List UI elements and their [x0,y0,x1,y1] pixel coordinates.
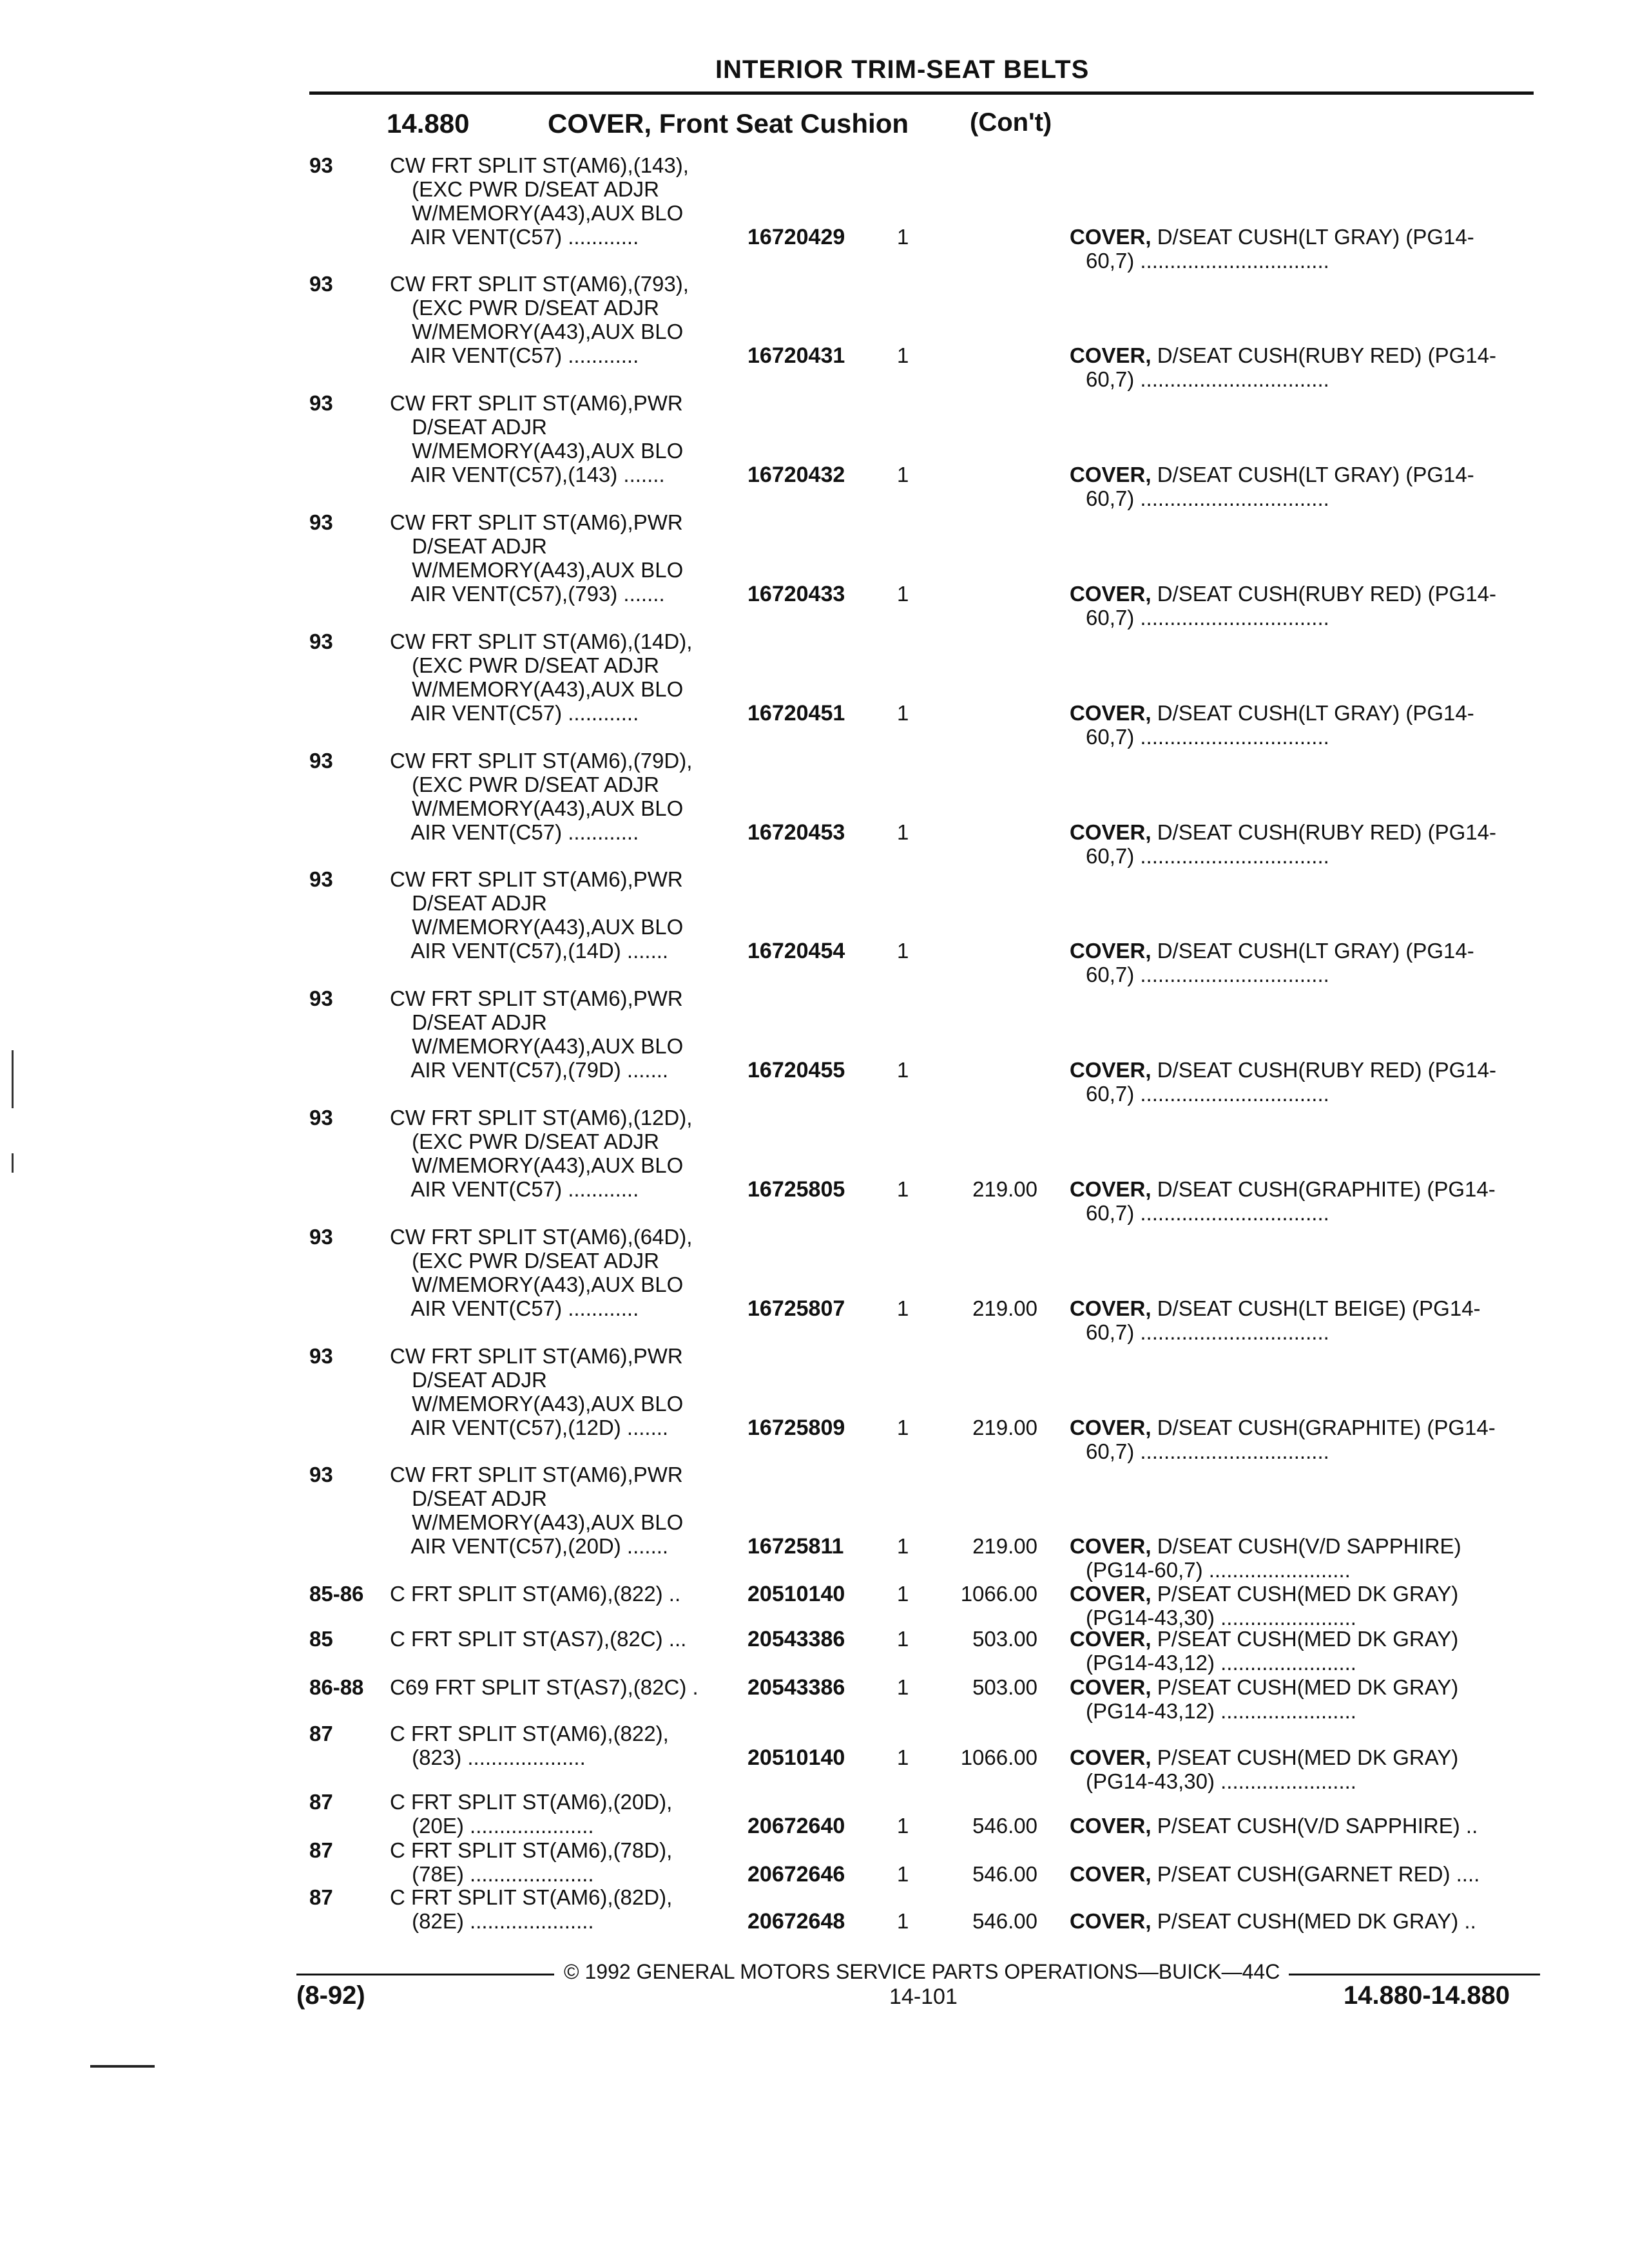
row-description-text: P/SEAT CUSH(MED DK GRAY) .. [1151,1909,1476,1933]
row-usage-line: AIR VENT(C57) ............ [406,1177,639,1201]
row-model-year: 93 [309,153,333,177]
row-model-year: 93 [309,272,333,296]
row-description-text: P/SEAT CUSH(MED DK GRAY) [1151,1627,1459,1651]
row-usage-line: W/MEMORY(A43),AUX BLO [406,1510,684,1534]
row-description-text: P/SEAT CUSH(GARNET RED) .... [1151,1862,1480,1886]
row-usage-line: W/MEMORY(A43),AUX BLO [406,439,684,463]
row-usage-line: (EXC PWR D/SEAT ADJR [406,296,660,320]
row-part-number: 20510140 [747,1582,845,1606]
row-part-number: 16725805 [747,1177,845,1202]
row-usage-line: C FRT SPLIT ST(AS7),(82C) ... [390,1627,687,1651]
row-description-noun: COVER, [1070,1862,1152,1886]
row-usage-line: AIR VENT(C57),(79D) ....... [406,1058,669,1082]
row-usage-line: C69 FRT SPLIT ST(AS7),(82C) . [390,1675,699,1699]
row-description-continued: 60,7) ................................ [1086,963,1329,986]
row-price: 219.00 [972,1296,1037,1320]
row-description-noun: COVER, [1070,463,1152,486]
row-model-year: 93 [309,1225,333,1249]
row-price: 219.00 [972,1416,1037,1439]
row-usage-line: D/SEAT ADJR [406,415,547,439]
row-usage-line: CW FRT SPLIT ST(AM6),PWR [390,510,683,534]
row-description-text: D/SEAT CUSH(LT GRAY) (PG14- [1151,939,1474,963]
row-description [1070,463,1534,487]
row-usage-line: (78E) ..................... [406,1862,594,1886]
row-price: 219.00 [972,1534,1037,1558]
row-part-number: 16720432 [747,463,845,487]
row-usage-line: (EXC PWR D/SEAT ADJR [406,773,660,796]
row-quantity: 1 [897,939,909,963]
row-model-year: 85 [309,1627,333,1651]
row-part-number: 16720451 [747,701,845,726]
row-part-number: 16720455 [747,1058,845,1082]
row-model-year: 93 [309,867,333,891]
row-price: 546.00 [972,1862,1037,1886]
row-usage-line: C FRT SPLIT ST(AM6),(82D), [390,1885,673,1909]
row-usage-line: AIR VENT(C57) ............ [406,1296,639,1320]
row-description [1070,1534,1534,1559]
row-description-text: D/SEAT CUSH(V/D SAPPHIRE) [1151,1534,1461,1558]
row-usage-line: CW FRT SPLIT ST(AM6),(79D), [390,749,693,773]
row-description [1070,1582,1534,1606]
row-description-noun: COVER, [1070,1058,1152,1082]
row-usage-line: (823) .................... [406,1745,586,1769]
row-description [1070,1296,1534,1321]
row-description-text: P/SEAT CUSH(MED DK GRAY) [1151,1745,1459,1769]
row-description-noun: COVER, [1070,582,1152,606]
row-description-noun: COVER, [1070,1416,1152,1439]
row-quantity: 1 [897,701,909,725]
row-description-text: D/SEAT CUSH(GRAPHITE) (PG14- [1151,1177,1496,1201]
row-description-text: D/SEAT CUSH(RUBY RED) (PG14- [1151,1058,1496,1082]
row-quantity: 1 [897,1534,909,1558]
row-quantity: 1 [897,820,909,844]
row-usage-line: CW FRT SPLIT ST(AM6),PWR [390,1344,683,1368]
footer-copyright: © 1992 GENERAL MOTORS SERVICE PARTS OPERATIONS—BUICK—44C [564,1960,1280,1983]
row-description [1070,939,1534,963]
row-usage-line: W/MEMORY(A43),AUX BLO [406,677,684,701]
row-description [1070,1814,1534,1838]
row-usage-line: AIR VENT(C57),(14D) ....... [406,939,669,963]
row-description-continued: (PG14-43,30) ....................... [1086,1606,1356,1629]
row-description-noun: COVER, [1070,820,1152,844]
row-usage-line: D/SEAT ADJR [406,1368,547,1392]
row-part-number: 16720454 [747,939,845,963]
header-rule [309,91,1534,95]
row-part-number: 20672648 [747,1909,845,1934]
row-usage-line: (20E) ..................... [406,1814,594,1838]
row-quantity: 1 [897,1909,909,1933]
row-description-continued: 60,7) ................................ [1086,486,1329,510]
row-description-noun: COVER, [1070,701,1152,725]
row-description-continued: (PG14-43,12) ....................... [1086,1651,1356,1675]
row-description [1070,1862,1534,1887]
row-usage-line: AIR VENT(C57),(12D) ....... [406,1416,669,1439]
row-model-year: 87 [309,1790,333,1814]
row-model-year: 93 [309,1106,333,1129]
row-description-text: D/SEAT CUSH(RUBY RED) (PG14- [1151,582,1496,606]
row-usage-line: CW FRT SPLIT ST(AM6),(64D), [390,1225,693,1249]
footer-page-number: 14-101 [889,1984,958,2009]
row-usage-line: W/MEMORY(A43),AUX BLO [406,201,684,225]
row-usage-line: CW FRT SPLIT ST(AM6),(12D), [390,1106,693,1129]
row-part-number: 20672646 [747,1862,845,1887]
row-usage-line: (EXC PWR D/SEAT ADJR [406,1249,660,1273]
row-description-text: D/SEAT CUSH(LT GRAY) (PG14- [1151,463,1474,486]
row-description-text: D/SEAT CUSH(RUBY RED) (PG14- [1151,820,1496,844]
row-usage-line: W/MEMORY(A43),AUX BLO [406,320,684,343]
row-model-year: 93 [309,1463,333,1486]
row-model-year: 93 [309,749,333,773]
row-quantity: 1 [897,343,909,367]
row-description-continued: 60,7) ................................ [1086,1439,1329,1463]
row-part-number: 20543386 [747,1627,845,1651]
row-description [1070,1675,1534,1700]
row-description-continued: (PG14-60,7) ........................ [1086,1558,1351,1582]
footer-rule-left [296,1974,554,1975]
row-usage-line: AIR VENT(C57),(793) ....... [406,582,665,606]
margin-change-bar [12,1050,14,1108]
row-usage-line: CW FRT SPLIT ST(AM6),(14D), [390,629,693,653]
row-description [1070,1909,1534,1934]
row-quantity: 1 [897,1814,909,1838]
row-part-number: 20543386 [747,1675,845,1700]
row-description-text: D/SEAT CUSH(LT GRAY) (PG14- [1151,701,1474,725]
row-description [1070,225,1534,249]
row-description-noun: COVER, [1070,1814,1152,1838]
row-price: 546.00 [972,1909,1037,1933]
row-model-year: 87 [309,1838,333,1862]
row-usage-line: (EXC PWR D/SEAT ADJR [406,653,660,677]
row-usage-line: C FRT SPLIT ST(AM6),(822) .. [390,1582,681,1606]
row-usage-line: CW FRT SPLIT ST(AM6),PWR [390,867,683,891]
row-description-noun: COVER, [1070,1745,1152,1769]
row-description-text: D/SEAT CUSH(LT GRAY) (PG14- [1151,225,1474,249]
row-usage-line: W/MEMORY(A43),AUX BLO [406,915,684,939]
row-model-year: 87 [309,1885,333,1909]
row-description-noun: COVER, [1070,939,1152,963]
row-usage-line: D/SEAT ADJR [406,534,547,558]
row-description [1070,582,1534,606]
row-quantity: 1 [897,1416,909,1439]
footer-section-range: 14.880-14.880 [1344,1981,1510,2010]
section-number: 14.880 [387,108,470,139]
row-model-year: 86-88 [309,1675,364,1699]
row-description-text: D/SEAT CUSH(LT BEIGE) (PG14- [1151,1296,1481,1320]
row-usage-line: C FRT SPLIT ST(AM6),(20D), [390,1790,673,1814]
row-description [1070,1745,1534,1770]
row-model-year: 87 [309,1722,333,1745]
row-price: 503.00 [972,1627,1037,1651]
row-quantity: 1 [897,1745,909,1769]
row-usage-line: AIR VENT(C57),(20D) ....... [406,1534,669,1558]
row-usage-line: AIR VENT(C57) ............ [406,701,639,725]
row-usage-line: CW FRT SPLIT ST(AM6),(793), [390,272,689,296]
row-description-text: P/SEAT CUSH(MED DK GRAY) [1151,1675,1459,1699]
margin-change-bar [12,1153,14,1173]
row-description [1070,343,1534,368]
row-description [1070,1627,1534,1651]
section-title: COVER, Front Seat Cushion [548,108,909,139]
row-description-continued: 60,7) ................................ [1086,1201,1329,1225]
row-description-continued: (PG14-43,30) ....................... [1086,1769,1356,1793]
row-usage-line: C FRT SPLIT ST(AM6),(822), [390,1722,669,1745]
row-usage-line: W/MEMORY(A43),AUX BLO [406,1034,684,1058]
row-usage-line: W/MEMORY(A43),AUX BLO [406,558,684,582]
row-usage-line: AIR VENT(C57) ............ [406,343,639,367]
row-usage-line: W/MEMORY(A43),AUX BLO [406,1273,684,1296]
row-price: 546.00 [972,1814,1037,1838]
row-price: 503.00 [972,1675,1037,1699]
row-usage-line: AIR VENT(C57) ............ [406,820,639,844]
row-usage-line: (EXC PWR D/SEAT ADJR [406,1129,660,1153]
row-description-noun: COVER, [1070,1627,1152,1651]
row-description-noun: COVER, [1070,1534,1152,1558]
row-part-number: 16725807 [747,1296,845,1321]
row-quantity: 1 [897,1296,909,1320]
row-description-text: D/SEAT CUSH(RUBY RED) (PG14- [1151,343,1496,367]
row-model-year: 85-86 [309,1582,364,1606]
row-description-continued: 60,7) ................................ [1086,606,1329,629]
row-usage-line: AIR VENT(C57) ............ [406,225,639,249]
row-model-year: 93 [309,510,333,534]
row-description [1070,1177,1534,1202]
row-usage-line: CW FRT SPLIT ST(AM6),PWR [390,391,683,415]
row-part-number: 20510140 [747,1745,845,1770]
section-continued: (Con't) [970,108,1052,137]
row-usage-line: C FRT SPLIT ST(AM6),(78D), [390,1838,673,1862]
row-description-continued: 60,7) ................................ [1086,725,1329,749]
row-description-text: P/SEAT CUSH(MED DK GRAY) [1151,1582,1459,1606]
row-usage-line: W/MEMORY(A43),AUX BLO [406,1392,684,1416]
row-part-number: 16720433 [747,582,845,606]
row-part-number: 16720453 [747,820,845,845]
row-part-number: 16725811 [747,1534,844,1559]
row-part-number: 16725809 [747,1416,845,1440]
row-quantity: 1 [897,582,909,606]
row-model-year: 93 [309,986,333,1010]
row-description [1070,1058,1534,1082]
footer-rule-right [1289,1974,1540,1975]
row-quantity: 1 [897,463,909,486]
row-description [1070,1416,1534,1440]
row-model-year: 93 [309,629,333,653]
row-description-continued: 60,7) ................................ [1086,1082,1329,1106]
row-part-number: 16720429 [747,225,845,249]
row-description-text: P/SEAT CUSH(V/D SAPPHIRE) .. [1151,1814,1478,1838]
row-usage-line: W/MEMORY(A43),AUX BLO [406,796,684,820]
row-usage-line: AIR VENT(C57),(143) ....... [406,463,665,486]
scan-artifact-mark [90,2065,155,2068]
page-header-title: INTERIOR TRIM-SEAT BELTS [715,55,1090,84]
row-usage-line: (EXC PWR D/SEAT ADJR [406,177,660,201]
row-model-year: 93 [309,1344,333,1368]
row-description [1070,701,1534,726]
row-description-continued: (PG14-43,12) ....................... [1086,1699,1356,1723]
row-quantity: 1 [897,1675,909,1699]
row-description-noun: COVER, [1070,1177,1152,1201]
row-usage-line: D/SEAT ADJR [406,891,547,915]
row-part-number: 20672640 [747,1814,845,1838]
row-usage-line: (82E) ..................... [406,1909,594,1933]
row-model-year: 93 [309,391,333,415]
row-quantity: 1 [897,1177,909,1201]
row-usage-line: CW FRT SPLIT ST(AM6),PWR [390,986,683,1010]
row-description-noun: COVER, [1070,1582,1152,1606]
row-price: 1066.00 [960,1745,1037,1769]
row-quantity: 1 [897,1862,909,1886]
row-description-continued: 60,7) ................................ [1086,1320,1329,1344]
row-quantity: 1 [897,1627,909,1651]
row-usage-line: D/SEAT ADJR [406,1010,547,1034]
row-usage-line: D/SEAT ADJR [406,1486,547,1510]
row-part-number: 16720431 [747,343,845,368]
row-usage-line: CW FRT SPLIT ST(AM6),PWR [390,1463,683,1486]
row-quantity: 1 [897,1058,909,1082]
row-quantity: 1 [897,225,909,249]
row-price: 219.00 [972,1177,1037,1201]
row-usage-line: CW FRT SPLIT ST(AM6),(143), [390,153,689,177]
row-description-noun: COVER, [1070,1909,1152,1933]
row-description-noun: COVER, [1070,1296,1152,1320]
row-price: 1066.00 [960,1582,1037,1606]
footer-date: (8-92) [296,1981,365,2010]
row-quantity: 1 [897,1582,909,1606]
row-description-continued: 60,7) ................................ [1086,249,1329,273]
row-description-noun: COVER, [1070,343,1152,367]
row-description-continued: 60,7) ................................ [1086,844,1329,868]
row-description [1070,820,1534,845]
row-description-text: D/SEAT CUSH(GRAPHITE) (PG14- [1151,1416,1496,1439]
row-description-noun: COVER, [1070,1675,1152,1699]
row-description-noun: COVER, [1070,225,1152,249]
row-usage-line: W/MEMORY(A43),AUX BLO [406,1153,684,1177]
row-description-continued: 60,7) ................................ [1086,367,1329,391]
